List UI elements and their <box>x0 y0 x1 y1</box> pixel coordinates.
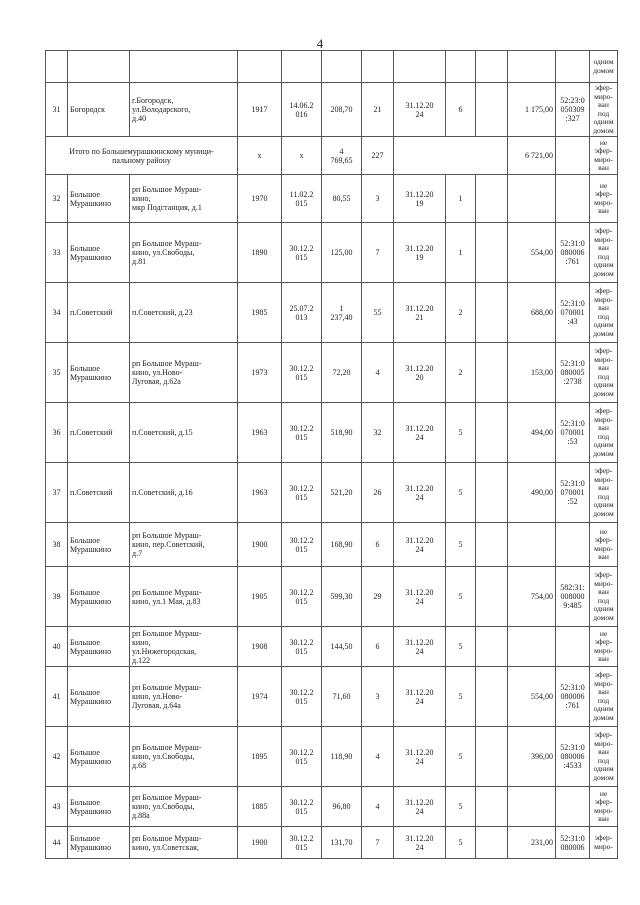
cell-cost <box>508 627 556 667</box>
cell-note: эфер- миро- ван под одним домом <box>590 567 618 627</box>
cell-empty <box>556 137 590 175</box>
cell-cat: 1 <box>446 175 476 223</box>
cell-area <box>322 51 362 83</box>
cell-cat: 5 <box>446 727 476 787</box>
cell-area: 518,90 <box>322 403 362 463</box>
cell-address <box>130 51 238 83</box>
cell-area: 168,90 <box>322 523 362 567</box>
cell-res: 4 <box>362 343 394 403</box>
cell-cost: 6 721,00 <box>508 137 556 175</box>
cell-settlement: п.Советский <box>68 463 130 523</box>
cell-settlement: Большое Мурашкино <box>68 523 130 567</box>
cell-cost: 1 175,00 <box>508 83 556 137</box>
cell-address: п.Советский, д.23 <box>130 283 238 343</box>
cell-address: рп Большое Мураш- кино, ул.Ново- Луговая, д.64а <box>130 667 238 727</box>
cell-v1 <box>476 175 508 223</box>
table-row <box>46 403 618 463</box>
cell-year: 1963 <box>238 403 282 463</box>
cell-num: 41 <box>46 667 68 727</box>
cell-cost: 490,00 <box>508 463 556 523</box>
cell-term: 31.12.20 24 <box>394 727 446 787</box>
cell-cost <box>508 175 556 223</box>
table-row <box>46 567 618 627</box>
cell-settlement: Большое Мурашкино <box>68 343 130 403</box>
total-row <box>46 137 618 175</box>
cell-v1 <box>476 51 508 83</box>
cell-year: 1885 <box>238 787 282 827</box>
cell-cat: 5 <box>446 463 476 523</box>
cell-cat: 6 <box>446 83 476 137</box>
cell-cad: 52:31:0 070001 :53 <box>556 403 590 463</box>
cell-area: 96,80 <box>322 787 362 827</box>
cell-cad: 52:31:0 080006 <box>556 827 590 859</box>
cell-num: 34 <box>46 283 68 343</box>
cell-v1 <box>476 667 508 727</box>
cell-cost: 554,00 <box>508 667 556 727</box>
cell-date: 11.02.2 015 <box>282 175 322 223</box>
cell-cad <box>556 175 590 223</box>
cell-cad: 52:31:0 080006 :761 <box>556 223 590 283</box>
cell-settlement: п.Советский <box>68 283 130 343</box>
cell-empty <box>394 137 508 175</box>
cell-area: 80,55 <box>322 175 362 223</box>
cell-year: 1974 <box>238 667 282 727</box>
cell-year: 1890 <box>238 223 282 283</box>
cell-settlement: Большое Мурашкино <box>68 827 130 859</box>
cell-area: 4 769,65 <box>322 137 362 175</box>
cell-cat: 2 <box>446 343 476 403</box>
cell-v1 <box>476 343 508 403</box>
cell-note: эфер- миро- ван под одним домом <box>590 463 618 523</box>
table-row <box>46 827 618 859</box>
cell-cost: 754,00 <box>508 567 556 627</box>
cell-date <box>282 51 322 83</box>
cell-res: 55 <box>362 283 394 343</box>
cell-year: 1973 <box>238 343 282 403</box>
cell-num: 37 <box>46 463 68 523</box>
cell-note: эфер- миро- ван под одним домом <box>590 727 618 787</box>
cell-v1 <box>476 787 508 827</box>
cell-cat: 2 <box>446 283 476 343</box>
cell-v1 <box>476 827 508 859</box>
cell-term: 31.12.20 19 <box>394 223 446 283</box>
cell-area: 599,30 <box>322 567 362 627</box>
cell-note: эфер- миро- ван под одним домом <box>590 283 618 343</box>
cell-res <box>362 51 394 83</box>
cell-v1 <box>476 223 508 283</box>
cell-v1 <box>476 83 508 137</box>
cell-num: 38 <box>46 523 68 567</box>
cell-cad: 52:23:0 050309 :327 <box>556 83 590 137</box>
cell-cost: 396,00 <box>508 727 556 787</box>
cell-term: 31.12.20 24 <box>394 627 446 667</box>
table-row <box>46 223 618 283</box>
cell-cad: 582:31: 008000 9:485 <box>556 567 590 627</box>
cell-res: 4 <box>362 727 394 787</box>
cell-year <box>238 51 282 83</box>
total-label: Итого по Большемурашкинскому муници- пальному району <box>46 137 238 175</box>
cell-address: рп Большое Мураш- кино, ул.Ново- Луговая, д.62а <box>130 343 238 403</box>
cell-cat: 5 <box>446 567 476 627</box>
cell-v1 <box>476 403 508 463</box>
cell-res: 227 <box>362 137 394 175</box>
table-row <box>46 175 618 223</box>
cell-cat: 5 <box>446 403 476 463</box>
cell-settlement: Большое Мурашкино <box>68 727 130 787</box>
cell-term: 31.12.20 21 <box>394 283 446 343</box>
cell-cost: 554,00 <box>508 223 556 283</box>
cell-cad <box>556 523 590 567</box>
cell-term: 31.12.20 24 <box>394 83 446 137</box>
cell-res: 3 <box>362 667 394 727</box>
cell-cad <box>556 787 590 827</box>
cell-date: 30.12.2 015 <box>282 463 322 523</box>
cell-address: рп Большое Мураш- кино, ул.Советская, <box>130 827 238 859</box>
cell-date: 30.12.2 015 <box>282 787 322 827</box>
cell-date: 30.12.2 015 <box>282 223 322 283</box>
cell-date: 30.12.2 015 <box>282 403 322 463</box>
cell-year: 1908 <box>238 627 282 667</box>
cell-cad: 52:31:0 080006 :4533 <box>556 727 590 787</box>
table-row <box>46 51 618 83</box>
cell-settlement: Большое Мурашкино <box>68 667 130 727</box>
cell-term: 31.12.20 24 <box>394 567 446 627</box>
cell-address: п.Советский, д.15 <box>130 403 238 463</box>
cell-res: 4 <box>362 787 394 827</box>
cell-note: не эфер- миро- ван <box>590 787 618 827</box>
cell-term: 31.12.20 24 <box>394 667 446 727</box>
cell-date: х <box>282 137 322 175</box>
cell-term: 31.12.20 20 <box>394 343 446 403</box>
cell-res: 32 <box>362 403 394 463</box>
cell-note: эфер- миро- <box>590 827 618 859</box>
cell-address: рп Большое Мураш- кино, ул.1 Мая, д.83 <box>130 567 238 627</box>
cell-area: 208,70 <box>322 83 362 137</box>
cell-date: 30.12.2 015 <box>282 567 322 627</box>
cell-term: 31.12.20 24 <box>394 523 446 567</box>
cell-cost: 231,00 <box>508 827 556 859</box>
cell-v1 <box>476 627 508 667</box>
cell-address: рп Большое Мураш- кино, ул.Свободы, д.88а <box>130 787 238 827</box>
cell-term: 31.12.20 24 <box>394 463 446 523</box>
cell-cat: 5 <box>446 627 476 667</box>
cell-note: одним домом <box>590 51 618 83</box>
cell-date: 30.12.2 015 <box>282 627 322 667</box>
cell-cat <box>446 51 476 83</box>
cell-address: рп Большое Мураш- кино, ул.Нижегородская, д.122 <box>130 627 238 667</box>
cell-cat: 1 <box>446 223 476 283</box>
cell-num: 32 <box>46 175 68 223</box>
cell-res: 6 <box>362 523 394 567</box>
cell-area: 131,70 <box>322 827 362 859</box>
cell-year: 1900 <box>238 827 282 859</box>
cell-date: 14.06.2 016 <box>282 83 322 137</box>
table-row <box>46 523 618 567</box>
cell-note: эфер- миро- ван под одним домом <box>590 343 618 403</box>
cell-res: 7 <box>362 223 394 283</box>
cell-note: не эфер- миро- ван <box>590 137 618 175</box>
cell-term: 31.12.20 24 <box>394 787 446 827</box>
cell-v1 <box>476 727 508 787</box>
cell-term: 31.12.20 24 <box>394 403 446 463</box>
cell-v1 <box>476 283 508 343</box>
cell-cad: 52:31:0 070001 :43 <box>556 283 590 343</box>
cell-address: рп Большое Мураш- кино, мкр Подстанция, д.1 <box>130 175 238 223</box>
cell-num: 39 <box>46 567 68 627</box>
cell-date: 30.12.2 015 <box>282 343 322 403</box>
table-body <box>46 51 618 859</box>
table-row <box>46 83 618 137</box>
cell-cost: 153,00 <box>508 343 556 403</box>
cell-settlement: п.Советский <box>68 403 130 463</box>
cell-area: 72,20 <box>322 343 362 403</box>
cell-year: х <box>238 137 282 175</box>
cell-res: 3 <box>362 175 394 223</box>
cell-settlement: Большое Мурашкино <box>68 627 130 667</box>
cell-date: 25.07.2 013 <box>282 283 322 343</box>
cell-settlement: Большое Мурашкино <box>68 175 130 223</box>
cell-note: эфер- миро- ван под одним домом <box>590 223 618 283</box>
cell-cad: 52:31:0 080005 :2738 <box>556 343 590 403</box>
cell-num <box>46 51 68 83</box>
cell-settlement <box>68 51 130 83</box>
cell-cad: 52:31:0 070001 :52 <box>556 463 590 523</box>
table-row <box>46 343 618 403</box>
cell-num: 36 <box>46 403 68 463</box>
cell-year: 1963 <box>238 463 282 523</box>
cell-year: 1900 <box>238 523 282 567</box>
cell-res: 7 <box>362 827 394 859</box>
cell-res: 6 <box>362 627 394 667</box>
cell-cost <box>508 51 556 83</box>
table-row <box>46 727 618 787</box>
cell-term: 31.12.20 24 <box>394 827 446 859</box>
cell-year: 1985 <box>238 283 282 343</box>
cell-area: 125,00 <box>322 223 362 283</box>
cell-settlement: Большое Мурашкино <box>68 787 130 827</box>
cell-cad <box>556 627 590 667</box>
table-row <box>46 667 618 727</box>
cell-note: не эфер- миро- ван <box>590 523 618 567</box>
cell-settlement: Большое Мурашкино <box>68 223 130 283</box>
cell-address: п.Советский, д.16 <box>130 463 238 523</box>
cell-num: 33 <box>46 223 68 283</box>
cell-address: рп Большое Мураш- кино, ул.Свободы, д.68 <box>130 727 238 787</box>
cell-note: эфер- миро- ван под одним домом <box>590 83 618 137</box>
cell-v1 <box>476 463 508 523</box>
cell-settlement: Богородск <box>68 83 130 137</box>
cell-note: эфер- миро- ван под одним домом <box>590 667 618 727</box>
cell-year: 1905 <box>238 567 282 627</box>
cell-address: рп Большое Мураш- кино, ул.Свободы, д.81 <box>130 223 238 283</box>
cell-note: не эфер- миро- ван <box>590 627 618 667</box>
cell-cat: 5 <box>446 787 476 827</box>
cell-term <box>394 51 446 83</box>
table-row <box>46 627 618 667</box>
cell-cat: 5 <box>446 667 476 727</box>
cell-area: 118,90 <box>322 727 362 787</box>
cell-cost: 688,00 <box>508 283 556 343</box>
cell-cost: 494,00 <box>508 403 556 463</box>
cell-date: 30.12.2 015 <box>282 727 322 787</box>
cell-cad: 52:31:0 080006 :761 <box>556 667 590 727</box>
cell-year: 1970 <box>238 175 282 223</box>
cell-num: 35 <box>46 343 68 403</box>
table-row <box>46 463 618 523</box>
cell-num: 42 <box>46 727 68 787</box>
cell-cat: 5 <box>446 523 476 567</box>
cell-v1 <box>476 567 508 627</box>
cell-date: 30.12.2 015 <box>282 827 322 859</box>
cell-cad <box>556 51 590 83</box>
cell-num: 40 <box>46 627 68 667</box>
cell-num: 31 <box>46 83 68 137</box>
cell-res: 26 <box>362 463 394 523</box>
cell-v1 <box>476 523 508 567</box>
cell-cat: 5 <box>446 827 476 859</box>
cell-address: рп Большое Мураш- кино, пер.Советский, д.7 <box>130 523 238 567</box>
cell-note: эфер- миро- ван под одним домом <box>590 403 618 463</box>
cell-cost <box>508 787 556 827</box>
table-row <box>46 283 618 343</box>
page-number: 4 <box>316 36 324 51</box>
cell-address: г.Богородск, ул.Володарского, д.40 <box>130 83 238 137</box>
cell-date: 30.12.2 015 <box>282 667 322 727</box>
table-row <box>46 787 618 827</box>
cell-area: 1 237,40 <box>322 283 362 343</box>
cell-year: 1917 <box>238 83 282 137</box>
cell-date: 30.12.2 015 <box>282 523 322 567</box>
cell-year: 1895 <box>238 727 282 787</box>
cell-num: 44 <box>46 827 68 859</box>
cell-area: 71,60 <box>322 667 362 727</box>
cell-note: не эфер- миро- ван <box>590 175 618 223</box>
cell-num: 43 <box>46 787 68 827</box>
cell-area: 521,20 <box>322 463 362 523</box>
housing-register-table <box>45 50 618 859</box>
cell-term: 31.12.20 19 <box>394 175 446 223</box>
cell-res: 29 <box>362 567 394 627</box>
cell-area: 144,50 <box>322 627 362 667</box>
cell-cost <box>508 523 556 567</box>
cell-settlement: Большое Мурашкино <box>68 567 130 627</box>
cell-res: 21 <box>362 83 394 137</box>
